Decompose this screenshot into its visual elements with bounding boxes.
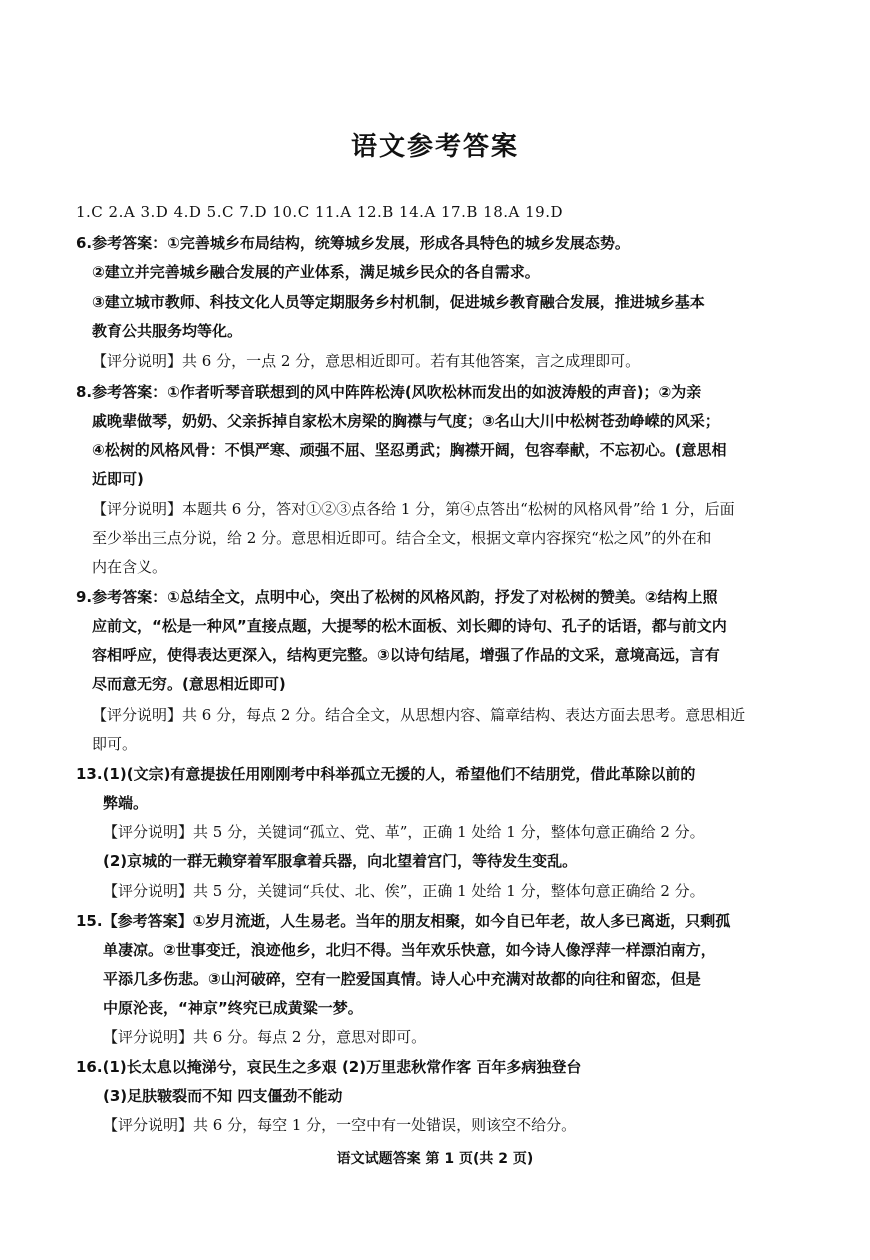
q15-answer-line-4: 中原沦丧，“神京”终究已成黄粱一梦。 [103,999,363,1017]
q15-scoring-note: 【评分说明】共 6 分。每点 2 分，意思对即可。 [103,1028,427,1046]
q13-answer-line-1: 13.(1)(文宗)有意提拔任用刚刚考中科举孤立无援的人，希望他们不结朋党，借此革除以前的 [76,765,696,783]
q9-answer-line-1: 9.参考答案：①总结全文，点明中心，突出了松树的风格风韵，抒发了对松树的赞美。②结构上照 [76,588,718,606]
q9-answer-line-4: 尽而意无穷。(意思相近即可) [92,675,286,693]
q15-answer-line-2: 单凄凉。②世事变迁，浪迹他乡，北归不得。当年欢乐快意，如今诗人像浮萍一样漂泊南方， [103,941,716,959]
q6-answer-line-4: 教育公共服务均等化。 [92,322,243,340]
page-footer: 语文试题答案 第 1 页(共 2 页) [336,1151,534,1167]
q9-scoring-note-line-2: 即可。 [92,735,138,753]
q13-scoring-note-2: 【评分说明】共 5 分，关键词“兵仗、北、俟”，正确 1 处给 1 分，整体句意正确给 2 分。 [103,882,705,900]
q8-answer-line-4: 近即可) [92,470,144,488]
q9-scoring-note-line-1: 【评分说明】共 6 分，每点 2 分。结合全文，从思想内容、篇章结构、表达方面去思考。意思相近 [92,706,746,724]
q15-answer-line-1: 15.【参考答案】①岁月流逝，人生易老。当年的朋友相聚，如今自已年老，故人多已离逝，只剩孤 [76,912,731,930]
q13-scoring-note-1: 【评分说明】共 5 分，关键词“孤立、党、革”，正确 1 处给 1 分，整体句意正确给 2 分。 [103,823,705,841]
q16-answer-line-1: 16.(1)长太息以掩涕兮，哀民生之多艰 (2)万里悲秋常作客 百年多病独登台 [76,1058,582,1076]
q8-scoring-note-line-1: 【评分说明】本题共 6 分，答对①②③点各给 1 分，第④点答出“松树的风格风骨”给 1 分，后面 [92,500,735,518]
mc-answers-line: 1.C 2.A 3.D 4.D 5.C 7.D 10.C 11.A 12.B 14.A 17.B 18.A 19.D [76,203,563,221]
q8-scoring-note-line-3: 内在含义。 [92,558,168,576]
q9-answer-line-3: 容相呼应，使得表达更深入，结构更完整。③以诗句结尾，增强了作品的文采，意境高远，言有 [92,646,720,664]
page-title: 语文参考答案 [350,132,519,162]
q8-scoring-note-line-2: 至少举出三点分说，给 2 分。意思相近即可。结合全文，根据文章内容探究“松之风”的外在和 [92,529,712,547]
q13-answer-line-3: (2)京城的一群无赖穿着军服拿着兵器，向北望着宫门，等待发生变乱。 [103,852,578,870]
q8-answer-line-1: 8.参考答案：①作者听琴音联想到的风中阵阵松涛(风吹松林而发出的如波涛般的声音)；②为亲 [76,383,702,401]
q6-scoring-note: 【评分说明】共 6 分，一点 2 分，意思相近即可。若有其他答案，言之成理即可。 [92,352,641,370]
q16-scoring-note: 【评分说明】共 6 分，每空 1 分，一空中有一处错误，则该空不给分。 [103,1116,577,1134]
q8-answer-line-2: 戚晚辈做琴，奶奶、父亲拆掉自家松木房梁的胸襟与气度；③名山大川中松树苍劲峥嵘的风采； [92,412,720,430]
q6-answer-line-1: 6.参考答案：①完善城乡布局结构，统筹城乡发展，形成各具特色的城乡发展态势。 [76,234,630,252]
q16-answer-line-2: (3)足肤皲裂而不知 四支僵劲不能动 [103,1087,343,1105]
q13-answer-line-2: 弊端。 [103,794,149,812]
q15-answer-line-3: 平添几多伤悲。③山河破碎，空有一腔爱国真情。诗人心中充满对故都的向往和留恋，但是 [103,970,701,988]
q6-answer-line-3: ③建立城市教师、科技文化人员等定期服务乡村机制，促进城乡教育融合发展，推进城乡基本 [92,293,705,311]
q6-answer-line-2: ②建立并完善城乡融合发展的产业体系，满足城乡民众的各自需求。 [92,263,540,281]
q8-answer-line-3: ④松树的风格风骨：不惧严寒、顽强不屈、坚忍勇武；胸襟开阔，包容奉献，不忘初心。(意思相 [92,441,727,459]
q9-answer-line-2: 应前文，“松是一种风”直接点题，大提琴的松木面板、刘长卿的诗句、孔子的话语，都与前文内 [92,617,727,635]
